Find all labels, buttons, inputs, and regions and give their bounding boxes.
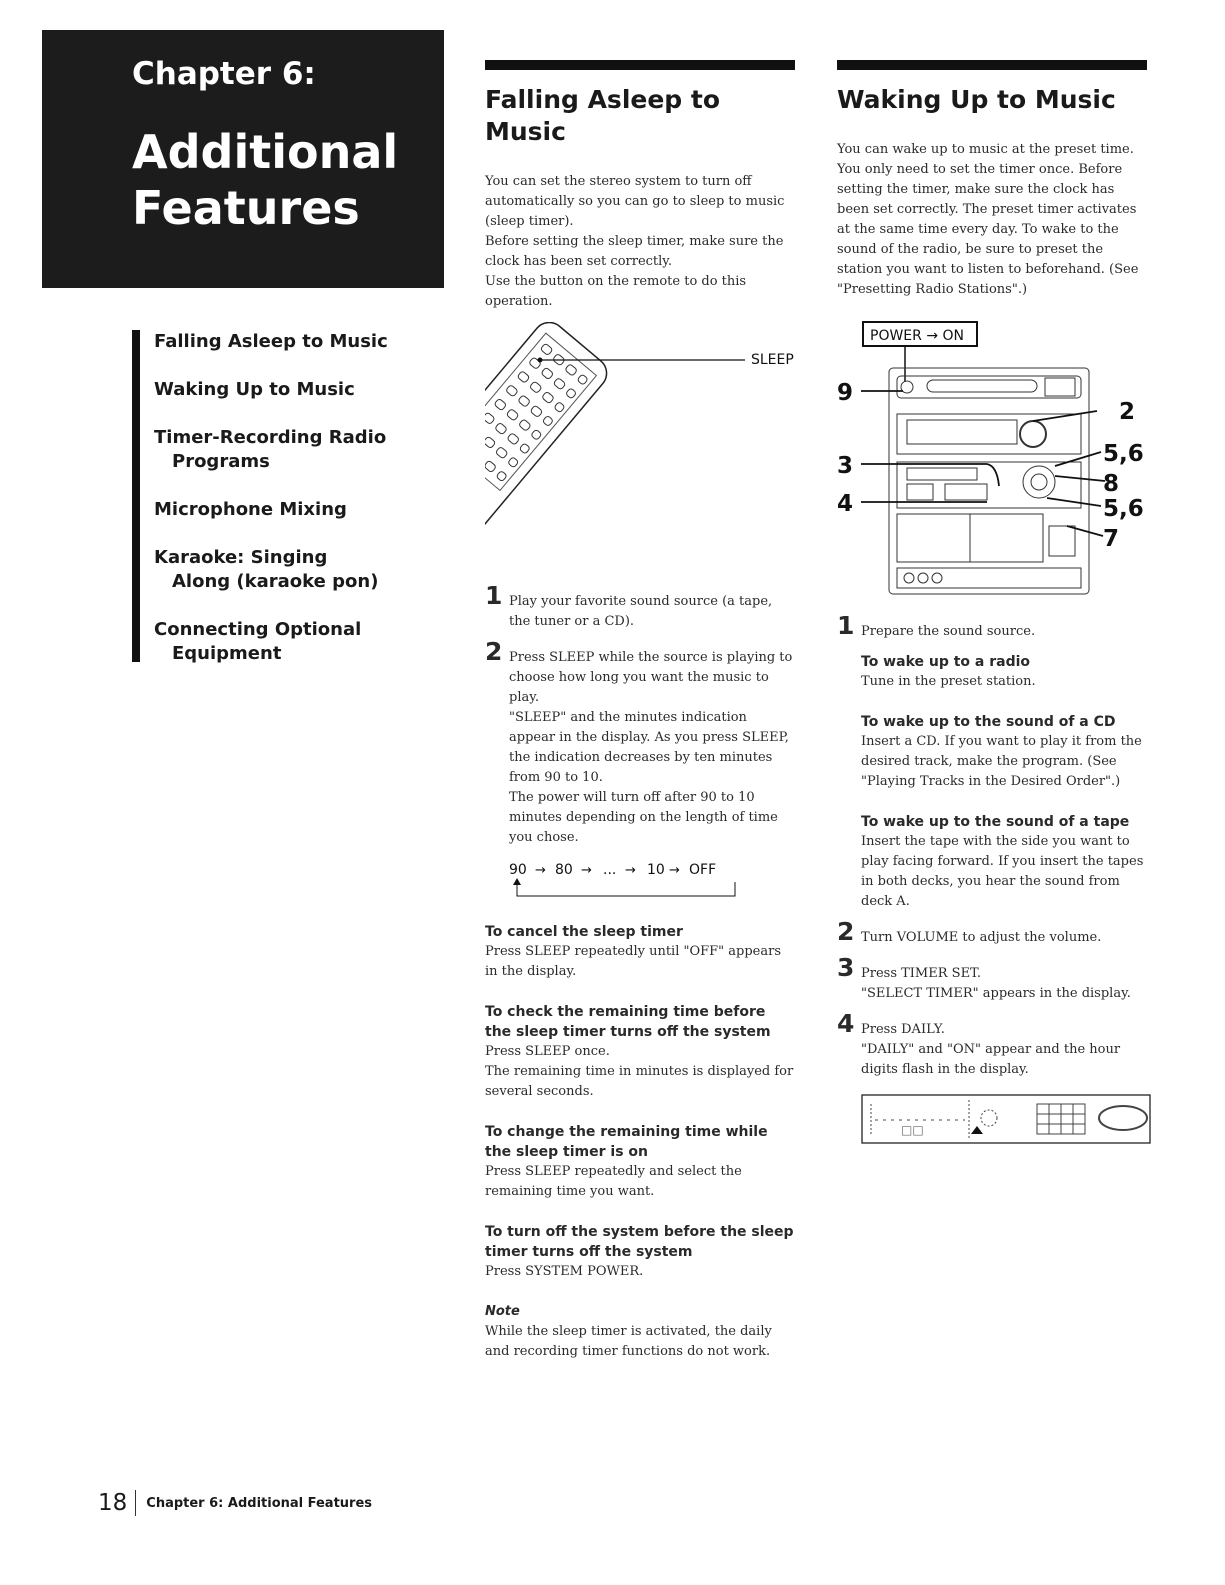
- toc-item-microphone-mixing[interactable]: [154, 498, 444, 522]
- toc-item-label: Timer-Recording Radio: [154, 427, 387, 448]
- chapter-label: Chapter 6:: [132, 56, 316, 92]
- step-2: [485, 637, 795, 848]
- step-number: 2: [837, 917, 855, 946]
- cd-heading: To wake up to the sound of a CD: [861, 714, 1116, 730]
- toc-item-connecting-equipment[interactable]: [154, 618, 444, 666]
- callout-number: 9: [837, 380, 854, 406]
- note-text: While the sleep timer is activated, the daily and recording timer functions do not work.: [485, 1324, 772, 1359]
- sequence-value: 80: [555, 862, 573, 878]
- page-footer: [98, 1486, 372, 1520]
- cd-text: Insert a CD. If you want to play it from the desired track, make the program. (See "Playing Tracks in the Desired Order".): [861, 734, 1142, 789]
- intro-paragraph: Before setting the sleep timer, make sure the clock has been set correctly.: [485, 234, 784, 269]
- step-text: Turn VOLUME to adjust the volume.: [861, 930, 1102, 945]
- toc-item-label: Programs: [172, 451, 270, 472]
- step-text: "SELECT TIMER" appears in the display.: [861, 986, 1131, 1001]
- check-text: Press SLEEP once.: [485, 1044, 610, 1059]
- step-1: [837, 611, 1147, 642]
- callout-number: 4: [837, 491, 854, 517]
- callout-number: 3: [837, 453, 854, 479]
- toc-item-label: Connecting Optional: [154, 619, 362, 640]
- section-title: Waking Up to Music: [837, 85, 1116, 114]
- falling-asleep-section: [485, 60, 795, 1362]
- section-intro: You can wake up to music at the preset time. You only need to set the timer once. Before setting the timer, make sure the clock has been set correctly. The preset timer activates at the same time every day. To wake to the sound of the radio, be sure to preset the station you want to listen to beforehand. (See "Presetting Radio Stations".): [837, 142, 1139, 297]
- arrow-icon: →: [625, 863, 636, 878]
- source-options: [837, 652, 1147, 912]
- remote-control-illustration: [485, 322, 795, 592]
- step-text: Prepare the sound source.: [861, 624, 1036, 639]
- arrow-icon: →: [581, 863, 592, 878]
- chapter-title-line: Features: [132, 181, 360, 235]
- step-number: 1: [837, 611, 855, 640]
- waking-up-section: [837, 60, 1147, 1146]
- stereo-unit: [889, 368, 1089, 594]
- sleep-callout-label: SLEEP: [751, 352, 794, 368]
- callout-number: 7: [1103, 526, 1120, 552]
- change-heading: To change the remaining time while the sleep timer is on: [485, 1124, 768, 1160]
- toc-item-label: Equipment: [172, 643, 282, 664]
- toc-item-falling-asleep[interactable]: [154, 330, 444, 354]
- sequence-value: 10: [647, 862, 665, 878]
- radio-heading: To wake up to a radio: [861, 654, 1031, 670]
- section-title: Falling Asleep to Music: [485, 85, 721, 146]
- sleep-button-marker: [538, 358, 543, 363]
- sequence-value: ...: [603, 862, 617, 878]
- step-number: 2: [485, 637, 503, 666]
- waking-steps: [837, 611, 1147, 1146]
- tape-heading: To wake up to the sound of a tape: [861, 814, 1130, 830]
- page-number: 18: [98, 1490, 136, 1516]
- step-number: 4: [837, 1009, 855, 1038]
- change-text: Press SLEEP repeatedly and select the remaining time you want.: [485, 1164, 742, 1199]
- step-text: "SLEEP" and the minutes indication appear in the display. As you press SLEEP, the indication decreases by ten minutes from 90 to 10.: [509, 710, 789, 785]
- callout-number: 5,6: [1103, 496, 1144, 522]
- intro-paragraph: Use the button on the remote to do this operation.: [485, 274, 747, 309]
- callout-number: 2: [1119, 399, 1136, 425]
- toc-item-waking-up[interactable]: [154, 378, 444, 402]
- note-label: Note: [485, 1304, 520, 1319]
- toc-item-timer-recording[interactable]: [154, 426, 444, 474]
- chapter-title: [132, 124, 442, 236]
- radio-text: Tune in the preset station.: [861, 674, 1036, 689]
- sleep-sequence-diagram: [509, 858, 769, 902]
- tape-text: Insert the tape with the side you want to play facing forward. If you insert the tapes in both decks, you hear the sound from deck A.: [861, 834, 1144, 909]
- section-rule: [485, 60, 795, 70]
- power-label: POWER → ON: [870, 328, 965, 344]
- chapter-title-line: Additional: [132, 125, 399, 179]
- sequence-value: OFF: [689, 862, 717, 878]
- toc-item-label: Waking Up to Music: [154, 379, 355, 400]
- step-text: Play your favorite sound source (a tape, the tuner or a CD).: [509, 594, 773, 629]
- step-number: 1: [485, 581, 503, 610]
- footer-chapter-title: Chapter 6: Additional Features: [146, 1495, 373, 1511]
- toc-item-label: Along (karaoke pon): [172, 571, 379, 592]
- step-text: The power will turn off after 90 to 10 minutes depending on the length of time you chose.: [509, 790, 778, 845]
- toc-item-label: Karaoke: Singing: [154, 547, 328, 568]
- arrow-icon: →: [669, 863, 680, 878]
- stereo-system-diagram: [837, 316, 1147, 606]
- arrow-icon: →: [535, 863, 546, 878]
- check-text: The remaining time in minutes is displayed for several seconds.: [485, 1064, 794, 1099]
- chapter-banner: [42, 30, 444, 288]
- arrowhead-icon: [513, 878, 521, 885]
- step-text: Press DAILY.: [861, 1022, 945, 1037]
- step-text: Press SLEEP while the source is playing to choose how long you want the music to play.: [509, 650, 793, 705]
- step-1: [485, 581, 795, 632]
- loop-arrow: [517, 882, 735, 896]
- step-4: [837, 1009, 1147, 1080]
- section-rule: [837, 60, 1147, 70]
- callout-number: 8: [1103, 471, 1120, 497]
- check-heading: To check the remaining time before the sleep timer turns off the system: [485, 1004, 771, 1040]
- step-2: [837, 917, 1147, 948]
- step-3: [837, 953, 1147, 1004]
- cancel-text: Press SLEEP repeatedly until "OFF" appears in the display.: [485, 944, 782, 979]
- sequence-value: 90: [509, 862, 527, 878]
- chapter-contents: [132, 330, 444, 662]
- toc-item-karaoke[interactable]: [154, 546, 444, 594]
- section-intro: [485, 172, 795, 312]
- remote-control-icon: [485, 322, 613, 592]
- turnoff-heading: To turn off the system before the sleep timer turns off the system: [485, 1224, 794, 1260]
- turnoff-text: Press SYSTEM POWER.: [485, 1264, 644, 1279]
- toc-item-label: Microphone Mixing: [154, 499, 347, 520]
- step-number: 3: [837, 953, 855, 982]
- toc-item-label: Falling Asleep to Music: [154, 331, 388, 352]
- step-text: "DAILY" and "ON" appear and the hour digits flash in the display.: [861, 1042, 1121, 1077]
- step-text: Press TIMER SET.: [861, 966, 981, 981]
- falling-steps: [485, 581, 795, 1362]
- display-flash-glyph: □□: [901, 1123, 924, 1137]
- callout-number: 5,6: [1103, 441, 1144, 467]
- intro-paragraph: You can set the stereo system to turn off automatically so you can go to sleep to music (sleep timer).: [485, 174, 785, 229]
- display-panel-illustration: [861, 1094, 1151, 1146]
- cancel-heading: To cancel the sleep timer: [485, 924, 683, 940]
